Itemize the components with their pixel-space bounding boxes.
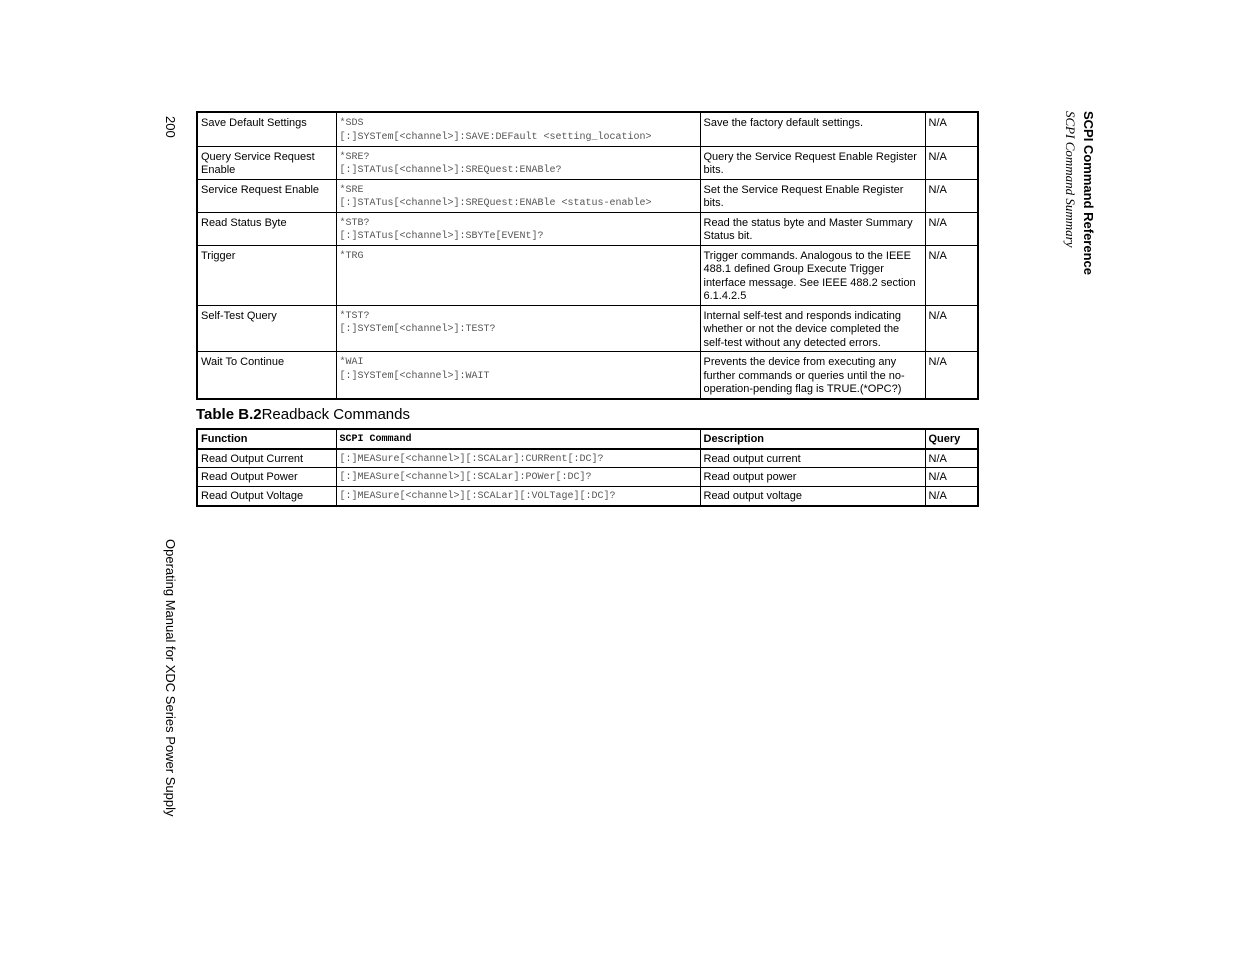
scpi-command-cell: *TRG	[336, 245, 700, 305]
description-cell: Save the factory default settings.	[700, 112, 925, 146]
header-scpi-command: SCPI Command	[336, 429, 700, 449]
function-cell: Read Output Power	[197, 468, 336, 487]
table-row	[197, 468, 978, 487]
table-caption-text: Readback Commands	[261, 406, 410, 423]
function-cell: Read Status Byte	[197, 212, 336, 245]
scpi-command-cell: [:]MEASure[<channel>][:SCALar]:CURRent[:DC]?	[336, 449, 700, 468]
table-row	[197, 487, 978, 506]
function-cell: Trigger	[197, 245, 336, 305]
function-cell: Read Output Voltage	[197, 487, 336, 506]
scpi-command-cell: *TST? [:]SYSTem[<channel>]:TEST?	[336, 305, 700, 352]
scpi-command-cell: *SRE? [:]STATus[<channel>]:SREQuest:ENABle?	[336, 146, 700, 179]
description-cell: Read the status byte and Master Summary Status bit.	[700, 212, 925, 245]
header-function: Function	[197, 429, 336, 449]
query-cell: N/A	[925, 487, 978, 506]
table-row	[197, 449, 978, 468]
function-cell: Self-Test Query	[197, 305, 336, 352]
header-query: Query	[925, 429, 978, 449]
query-cell: N/A	[925, 112, 978, 146]
description-cell: Read output current	[700, 449, 925, 468]
scpi-command-cell: *SRE [:]STATus[<channel>]:SREQuest:ENABle <status-enable>	[336, 179, 700, 212]
table-row	[197, 112, 978, 146]
query-cell: N/A	[925, 449, 978, 468]
table-row	[197, 245, 978, 305]
description-cell: Read output voltage	[700, 487, 925, 506]
description-cell: Trigger commands. Analogous to the IEEE 488.1 defined Group Execute Trigger interface message. See IEEE 488.2 section 6.1.4.2.5	[700, 245, 925, 305]
function-cell: Read Output Current	[197, 449, 336, 468]
running-header-title: SCPI Command Reference	[1081, 111, 1096, 275]
query-cell: N/A	[925, 352, 978, 399]
header-description: Description	[700, 429, 925, 449]
function-cell: Service Request Enable	[197, 179, 336, 212]
query-cell: N/A	[925, 245, 978, 305]
description-cell: Prevents the device from executing any further commands or queries until the no-operation-pending flag is TRUE.(*OPC?)	[700, 352, 925, 399]
function-cell: Wait To Continue	[197, 352, 336, 399]
description-cell: Internal self-test and responds indicating whether or not the device completed the self-test without any detected errors.	[700, 305, 925, 352]
table-row	[197, 212, 978, 245]
scpi-command-cell: *STB? [:]STATus[<channel>]:SBYTe[EVENt]?	[336, 212, 700, 245]
query-cell: N/A	[925, 468, 978, 487]
query-cell: N/A	[925, 146, 978, 179]
page-footer: Operating Manual for XDC Series Power Supply	[163, 539, 178, 817]
scpi-command-cell: *SDS [:]SYSTem[<channel>]:SAVE:DEFault <setting_location>	[336, 112, 700, 146]
table-row	[197, 146, 978, 179]
query-cell: N/A	[925, 179, 978, 212]
scpi-command-cell: [:]MEASure[<channel>][:SCALar]:POWer[:DC]?	[336, 468, 700, 487]
running-header-subtitle: SCPI Command Summary	[1063, 111, 1078, 248]
query-cell: N/A	[925, 305, 978, 352]
scpi-command-cell: [:]MEASure[<channel>][:SCALar][:VOLTage][:DC]?	[336, 487, 700, 506]
table-caption	[196, 406, 410, 423]
table-row	[197, 352, 978, 399]
table-row	[197, 179, 978, 212]
table-header-row	[197, 429, 978, 449]
function-cell: Save Default Settings	[197, 112, 336, 146]
description-cell: Read output power	[700, 468, 925, 487]
page-number: 200	[163, 116, 178, 138]
scpi-command-cell: *WAI [:]SYSTem[<channel>]:WAIT	[336, 352, 700, 399]
table-caption-label: Table B.2	[196, 406, 262, 423]
description-cell: Query the Service Request Enable Register bits.	[700, 146, 925, 179]
readback-commands-table	[196, 428, 979, 507]
function-cell: Query Service Request Enable	[197, 146, 336, 179]
table-row	[197, 305, 978, 352]
description-cell: Set the Service Request Enable Register bits.	[700, 179, 925, 212]
query-cell: N/A	[925, 212, 978, 245]
commands-table-continued	[196, 111, 979, 400]
